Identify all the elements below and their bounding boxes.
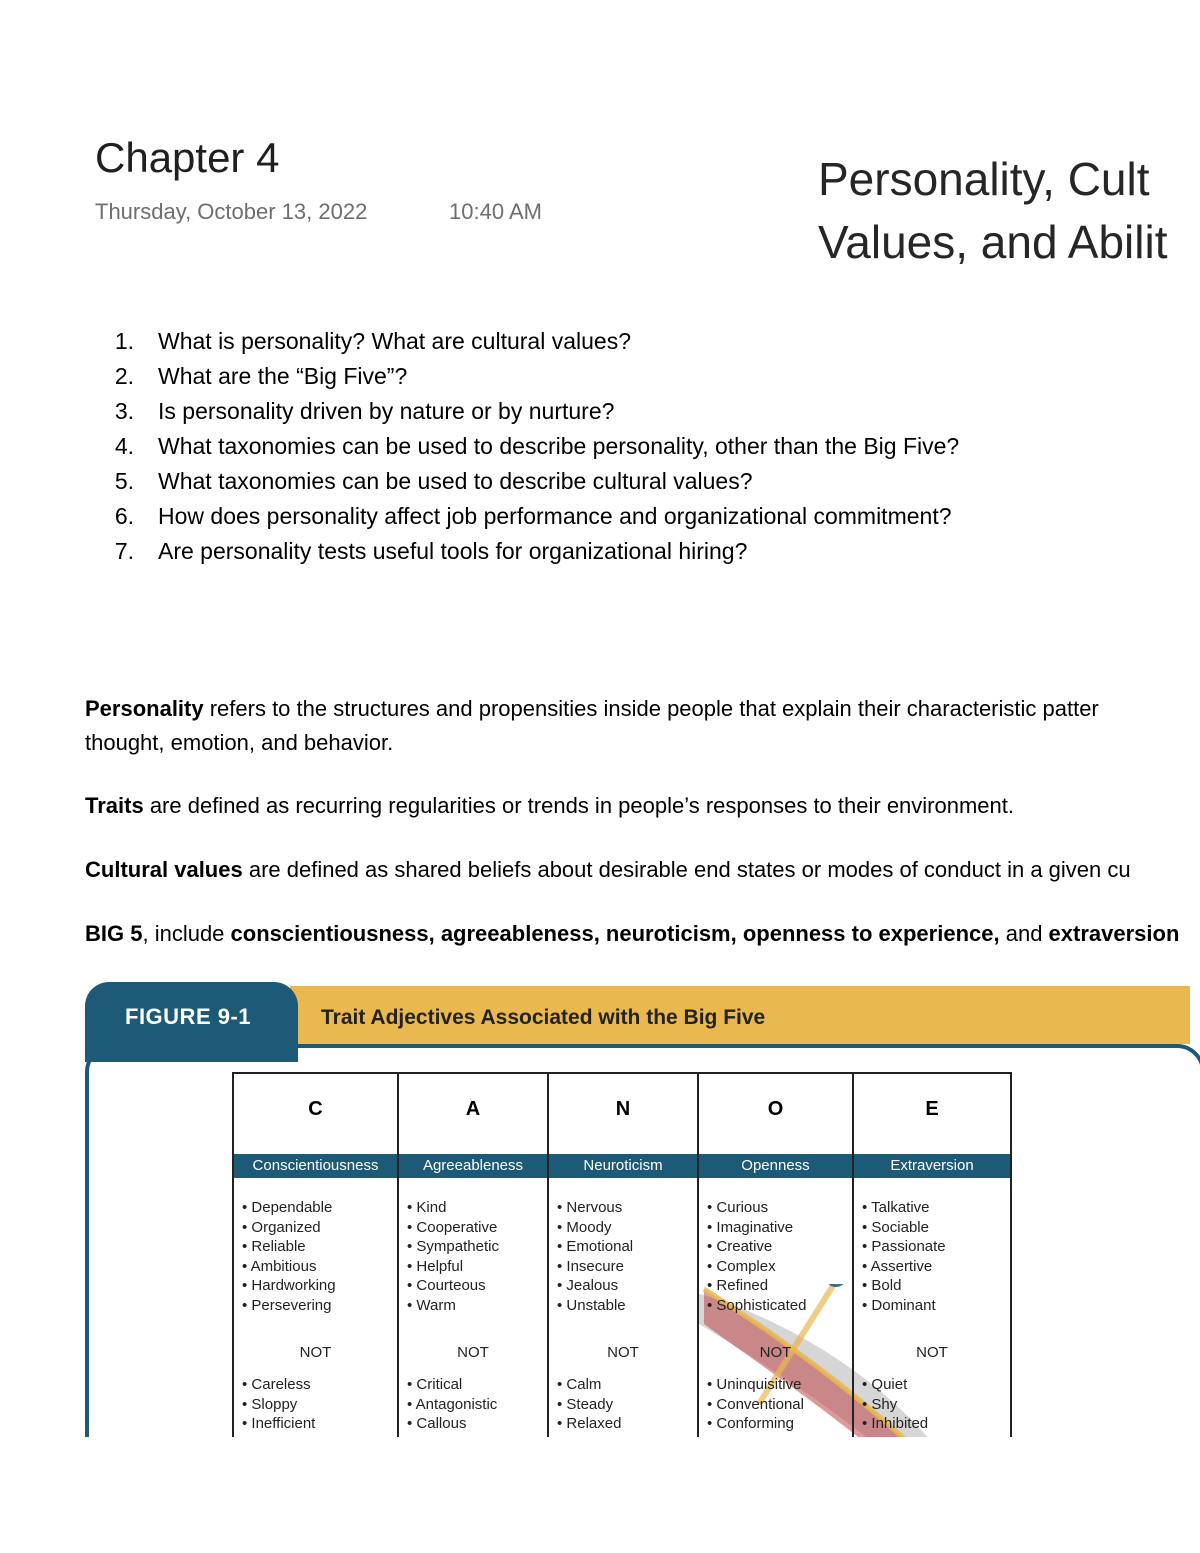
- figure-title: Trait Adjectives Associated with the Big Five: [321, 1006, 766, 1029]
- list-item: • Sloppy: [242, 1395, 298, 1413]
- list-item: • Warm: [407, 1296, 456, 1314]
- list-item: • Inefficient: [242, 1415, 316, 1433]
- list-number: 4.: [114, 433, 134, 459]
- list-item: • Ambitious: [242, 1257, 317, 1275]
- list-number: 7.: [114, 538, 134, 564]
- question-text: How does personality affect job performance and organizational commitment?: [158, 503, 952, 529]
- page-title: Chapter 4: [95, 134, 280, 181]
- trait-list: [407, 1198, 499, 1316]
- definition-text: are defined as shared beliefs about desirable end states or modes of conduct in a given cu: [242, 857, 1131, 882]
- column-header: Agreeableness: [399, 1154, 547, 1178]
- column-letter: C: [308, 1098, 323, 1120]
- term: extraversion: [1048, 921, 1180, 946]
- list-item: • Creative: [707, 1238, 773, 1256]
- list-number: 2.: [114, 363, 134, 389]
- list-item: • Sophisticated: [707, 1296, 807, 1314]
- column-header: Extraversion: [854, 1154, 1010, 1178]
- trait-list: [862, 1198, 946, 1316]
- list-item: • Shy: [862, 1395, 898, 1413]
- list-item: • Curious: [707, 1199, 769, 1216]
- chapter-heading-line-1: Personality, Cult: [818, 153, 1150, 205]
- list-item: • Sympathetic: [407, 1238, 499, 1256]
- list-item: • Kind: [407, 1199, 447, 1216]
- cultural-values-definition: [85, 853, 1131, 887]
- trait-list: [707, 1198, 806, 1316]
- chapter-heading: [818, 148, 1168, 274]
- figure-label: FIGURE 9-1: [125, 1004, 252, 1029]
- big5-definition: [85, 917, 1179, 951]
- list-item: • Courteous: [407, 1277, 486, 1295]
- page-time: 10:40 AM: [449, 199, 542, 224]
- list-item: • Complex: [707, 1257, 776, 1275]
- column-letter: O: [767, 1098, 784, 1120]
- list-item: • Persevering: [242, 1296, 332, 1314]
- list-item: • Moody: [557, 1218, 612, 1236]
- list-number: 5.: [114, 468, 134, 494]
- definition-text: and: [999, 921, 1049, 946]
- term: BIG 5: [85, 921, 143, 946]
- personality-definition: [85, 692, 1099, 760]
- list-item: • Unstable: [557, 1296, 626, 1314]
- definition-text: refers to the structures and propensities inside people that explain their characteristic patter: [203, 696, 1099, 721]
- trait-list: [557, 1198, 633, 1316]
- trait-list: conscientiousness, agreeableness, neuroticism, openness to experience,: [230, 921, 1000, 946]
- list-item: • Sociable: [862, 1218, 929, 1236]
- not-label: NOT: [299, 1344, 332, 1361]
- list-number: 6.: [114, 503, 134, 529]
- column-header: Neuroticism: [549, 1154, 697, 1178]
- question-text: What is personality? What are cultural values?: [158, 328, 631, 354]
- list-item: • Emotional: [557, 1238, 634, 1256]
- traits-definition: [85, 789, 1014, 823]
- question-text: Is personality driven by nature or by nurture?: [158, 398, 615, 424]
- list-item: • Quiet: [862, 1376, 908, 1393]
- list-item: • Cooperative: [407, 1218, 498, 1236]
- not-label: NOT: [759, 1344, 792, 1361]
- list-item: • Dominant: [862, 1296, 936, 1314]
- column-header: Conscientiousness: [234, 1154, 397, 1178]
- column-letter: A: [465, 1098, 481, 1120]
- list-item: • Callous: [407, 1415, 467, 1433]
- column-agreeableness: [399, 1074, 549, 1437]
- not-label: NOT: [457, 1344, 489, 1361]
- term: Cultural values: [85, 857, 243, 882]
- term: Personality: [85, 696, 204, 721]
- question-text: Are personality tests useful tools for organizational hiring?: [158, 538, 748, 564]
- list-item: • Bold: [862, 1277, 902, 1295]
- not-label: NOT: [916, 1344, 948, 1361]
- column-extraversion: [854, 1074, 1010, 1437]
- column-openness: [699, 1074, 854, 1437]
- figure-9-1: [85, 982, 1200, 1437]
- list-item: • Assertive: [862, 1257, 933, 1275]
- list-item: • Steady: [557, 1395, 614, 1413]
- list-item: • Careless: [242, 1376, 311, 1393]
- column-conscientiousness: [234, 1074, 399, 1437]
- definition-text: are defined as recurring regularities or trends in people’s responses to their environment.: [143, 793, 1014, 818]
- list-item: • Uninquisitive: [707, 1376, 802, 1393]
- list-item: • Antagonistic: [407, 1395, 498, 1413]
- page-date: Thursday, October 13, 2022: [95, 199, 368, 224]
- list-item: • Inhibited: [862, 1415, 929, 1433]
- question-text: What are the “Big Five”?: [158, 363, 408, 389]
- big-five-table: [232, 1072, 1012, 1437]
- definition-text: thought, emotion, and behavior.: [85, 730, 394, 755]
- list-item: • Reliable: [242, 1238, 306, 1256]
- column-header: Openness: [699, 1154, 852, 1178]
- list-item: • Insecure: [557, 1257, 624, 1275]
- list-item: • Passionate: [862, 1238, 946, 1256]
- list-number: 1.: [114, 328, 134, 354]
- list-item: • Relaxed: [557, 1415, 622, 1433]
- column-neuroticism: [549, 1074, 699, 1437]
- term: Traits: [85, 793, 144, 818]
- list-item: • Conventional: [707, 1395, 804, 1413]
- question-text: What taxonomies can be used to describe personality, other than the Big Five?: [158, 433, 960, 459]
- chapter-heading-line-2: Values, and Abilit: [818, 216, 1168, 268]
- figure-tab: [85, 982, 298, 1062]
- definition-text: , include: [142, 921, 231, 946]
- list-item: • Calm: [557, 1376, 602, 1393]
- list-item: • Jealous: [557, 1277, 619, 1295]
- list-item: • Organized: [242, 1218, 321, 1236]
- trait-list: [242, 1198, 336, 1316]
- list-item: • Hardworking: [242, 1277, 336, 1295]
- column-letter: N: [615, 1098, 631, 1120]
- list-item: • Talkative: [862, 1199, 930, 1216]
- list-item: • Dependable: [242, 1199, 333, 1216]
- opposite-list: [407, 1375, 497, 1434]
- question-text: What taxonomies can be used to describe cultural values?: [158, 468, 753, 494]
- list-item: • Helpful: [407, 1257, 464, 1275]
- not-label: NOT: [607, 1344, 639, 1361]
- list-item: • Critical: [407, 1376, 463, 1393]
- list-item: • Nervous: [557, 1199, 623, 1216]
- list-item: • Conforming: [707, 1415, 794, 1433]
- list-number: 3.: [114, 398, 134, 424]
- column-letter: E: [925, 1098, 939, 1120]
- list-item: • Imaginative: [707, 1218, 794, 1236]
- opposite-list: [707, 1375, 804, 1434]
- opposite-list: [242, 1375, 315, 1434]
- list-item: • Refined: [707, 1277, 769, 1295]
- opposite-list: [557, 1375, 621, 1434]
- opposite-list: [862, 1375, 928, 1434]
